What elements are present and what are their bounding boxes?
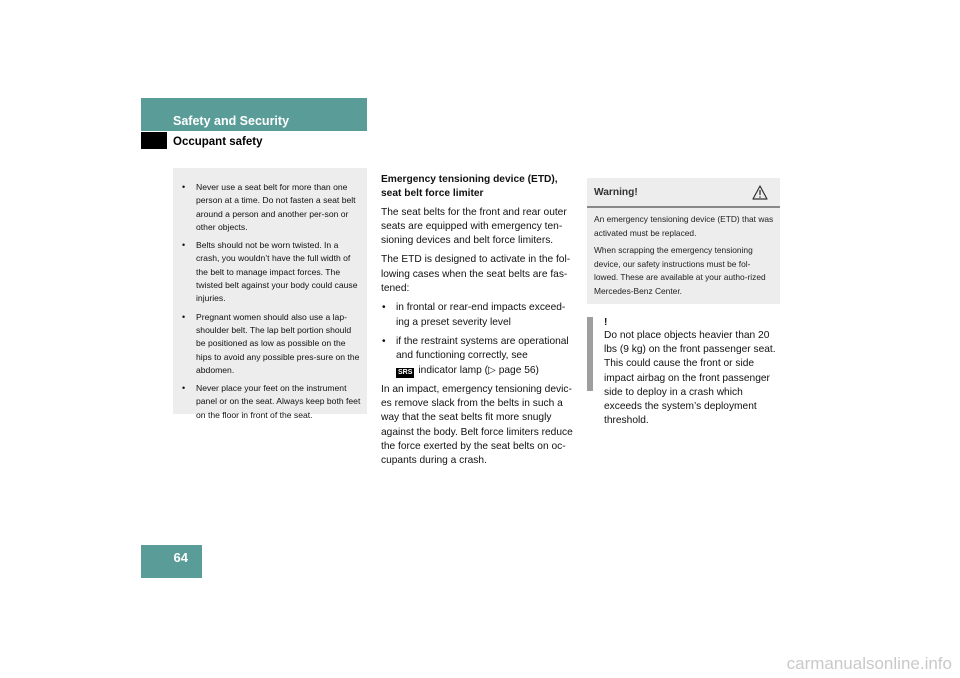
- warning-triangle-icon: [752, 185, 768, 200]
- list-item: • Pregnant women should also use a lap-shoulder belt. The lap belt portion should be positioned as low as possible on the hips to avoid any possible pres-sure on the abdomen.: [181, 311, 361, 377]
- note-text: Do not place objects heavier than 20 lbs (9 kg) on the front passenger seat. This could cause the front or side impact airbag on the front passenger side to deploy in a crash which exceeds the system’s deployment threshold.: [604, 330, 776, 427]
- list-item: • Belts should not be worn twisted. In a crash, you wouldn’t have the full width of the belt to manage impact forces. The twisted belt against your body could cause injuries.: [181, 239, 361, 305]
- warning-text: When scrapping the emergency tensioning device, our safety instructions must be fol-lowed. These are available at your autho-rized Mercedes-Benz Center.: [594, 245, 766, 296]
- list-item: [381, 335, 576, 378]
- warning-text: An emergency tensioning device (ETD) that was activated must be replaced.: [594, 214, 774, 238]
- page-number: 64: [173, 550, 188, 565]
- etd-conditions-list: [381, 301, 576, 377]
- warning-title: Warning!: [594, 187, 638, 198]
- watermark: carmanualsonline.info: [786, 654, 952, 673]
- page-reference-link[interactable]: indicator lamp (▷ page 56): [418, 364, 539, 376]
- paragraph: The seat belts for the front and rear outer seats are equipped with emergency ten-sioning devices and belt force limiters.: [381, 206, 567, 247]
- note-block: [587, 317, 780, 428]
- safety-tips-list: [181, 181, 361, 422]
- paragraph: The ETD is designed to activate in the fol-lowing cases when the seat belts are fas-tened:: [381, 254, 571, 295]
- exclamation-icon: !: [604, 317, 608, 328]
- list-item-text: if the restraint systems are operational and functioning correctly, see: [396, 335, 569, 362]
- paragraph: In an impact, emergency tensioning devic-es remove slack from the belts in such a way that the seat belts fit more snugly against the body. Belt force limiters reduce the force exerted by the seat belts on oc-cupants during a crash.: [381, 383, 573, 467]
- srs-indicator-icon: SRS: [398, 368, 413, 376]
- section-title: Safety and Security: [173, 114, 290, 128]
- list-item: • Never use a seat belt for more than one person at a time. Do not fasten a seat belt around a person and another per-son or other objects.: [181, 181, 361, 234]
- page-number-box: [141, 545, 202, 578]
- main-text-column: [381, 173, 576, 474]
- list-item: • Never place your feet on the instrument panel or on the seat. Always keep both feet on the floor in front of the seat.: [181, 382, 361, 422]
- list-item: • in frontal or rear-end impacts exceed-ing a preset severity level: [381, 301, 576, 330]
- note-content: [604, 317, 780, 428]
- header-bar: [141, 98, 367, 131]
- warning-box: [587, 178, 780, 304]
- etd-heading: Emergency tensioning device (ETD), seat belt force limiter: [381, 174, 558, 200]
- note-bar: [587, 317, 593, 391]
- warning-body: [587, 208, 780, 299]
- subtitle-marker: [141, 132, 167, 149]
- safety-tips-box: [173, 168, 367, 420]
- page-subtitle: Occupant safety: [173, 136, 263, 148]
- warning-header: [587, 178, 780, 208]
